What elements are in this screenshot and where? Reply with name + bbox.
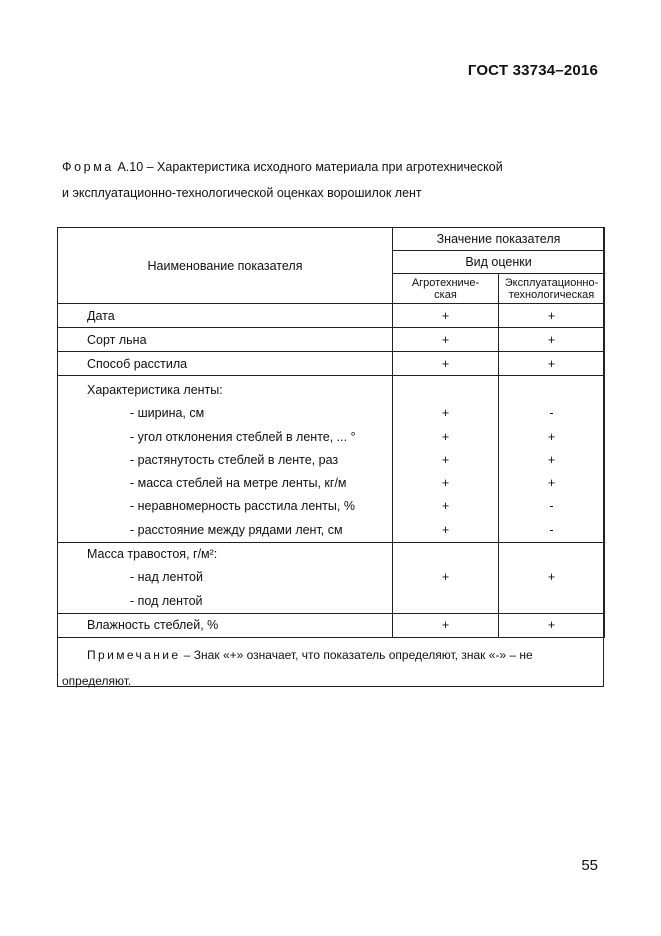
mark-agro: + — [393, 328, 499, 352]
header-agrotechnical — [393, 274, 499, 304]
row-label: Сорт льна — [58, 328, 393, 352]
mark-expl: + — [499, 613, 605, 637]
stubble-item: - над лентой — [130, 570, 203, 585]
mark-agro: + — [393, 304, 499, 328]
caption-number: А.10 — [117, 160, 144, 174]
mark-expl: + — [499, 352, 605, 376]
stubble-group-labels — [58, 543, 393, 614]
row-label: Влажность стеблей, % — [58, 613, 393, 637]
mark-expl: + — [499, 304, 605, 328]
mark-expl: + — [547, 570, 556, 585]
caption-line-1 — [62, 154, 612, 180]
tape-item: - неравномерность расстила ленты, % — [130, 499, 355, 514]
tape-group-labels — [58, 376, 393, 543]
mark-agro: + — [441, 452, 450, 467]
stubble-agro-mark — [393, 543, 499, 614]
mark-expl: + — [499, 328, 605, 352]
mark-agro: + — [441, 522, 450, 537]
tape-agro-marks — [393, 376, 499, 543]
tape-item: - растянутость стеблей в ленте, раз — [130, 452, 339, 467]
tape-item: - ширина, см — [130, 406, 205, 421]
row-label: Способ расстила — [58, 352, 393, 376]
characteristics-table — [57, 227, 605, 638]
mark-empty — [393, 376, 498, 402]
table-row — [58, 613, 605, 637]
header-value: Значение показателя — [393, 228, 605, 251]
form-caption — [62, 154, 612, 206]
tape-item: - расстояние между рядами лент, см — [130, 522, 343, 537]
caption-title: – Характеристика исходного материала при агротехнической — [143, 160, 503, 174]
table-row — [58, 328, 605, 352]
mark-agro: + — [393, 352, 499, 376]
header-evaluation-type: Вид оценки — [393, 251, 605, 274]
mark-agro: + — [441, 476, 450, 491]
tape-item: - угол отклонения стеблей в ленте, ... ° — [130, 429, 356, 444]
note-label: Примечание — [87, 648, 181, 662]
mark-expl: - — [549, 406, 554, 421]
mark-agro: + — [441, 406, 450, 421]
mark-expl: - — [549, 522, 554, 537]
stubble-group-title: Масса травостоя, г/м²: — [87, 547, 218, 562]
mark-expl: + — [547, 476, 556, 491]
mark-agro: + — [441, 499, 450, 514]
caption-line-2: и эксплуатационно-технологической оценках ворошилок лент — [62, 186, 422, 200]
table-row — [58, 352, 605, 376]
stubble-item: - под лентой — [130, 593, 203, 608]
tape-group-title: Характеристика ленты: — [87, 383, 223, 397]
row-label: Дата — [58, 304, 393, 328]
mark-agro: + — [441, 570, 450, 585]
page-number: 55 — [581, 857, 598, 874]
header-indicator-name: Наименование показателя — [58, 228, 393, 304]
document-code: ГОСТ 33734–2016 — [467, 62, 598, 79]
mark-expl: - — [549, 499, 554, 514]
caption-label: Форма — [62, 160, 114, 174]
header-agro-line-2: ская — [434, 288, 457, 301]
tape-item: - масса стеблей на метре ленты, кг/м — [130, 476, 347, 491]
mark-empty — [499, 376, 604, 402]
header-expl-line-2: технологическая — [508, 288, 595, 301]
header-operational — [499, 274, 605, 304]
tape-expl-marks — [499, 376, 605, 543]
mark-agro: + — [441, 429, 450, 444]
header-agro-line-1: Агротехниче- — [411, 276, 480, 289]
mark-agro: + — [393, 613, 499, 637]
table-row — [58, 304, 605, 328]
table-note — [62, 642, 597, 694]
mark-expl: + — [547, 429, 556, 444]
note-text: – Знак «+» означает, что показатель определяют, знак «-» – не определяют. — [62, 648, 533, 688]
table-row-tape — [58, 376, 605, 543]
header-expl-line-1: Эксплуатационно- — [504, 276, 599, 289]
stubble-expl-mark — [499, 543, 605, 614]
mark-expl: + — [547, 452, 556, 467]
table-row-stubble — [58, 543, 605, 614]
